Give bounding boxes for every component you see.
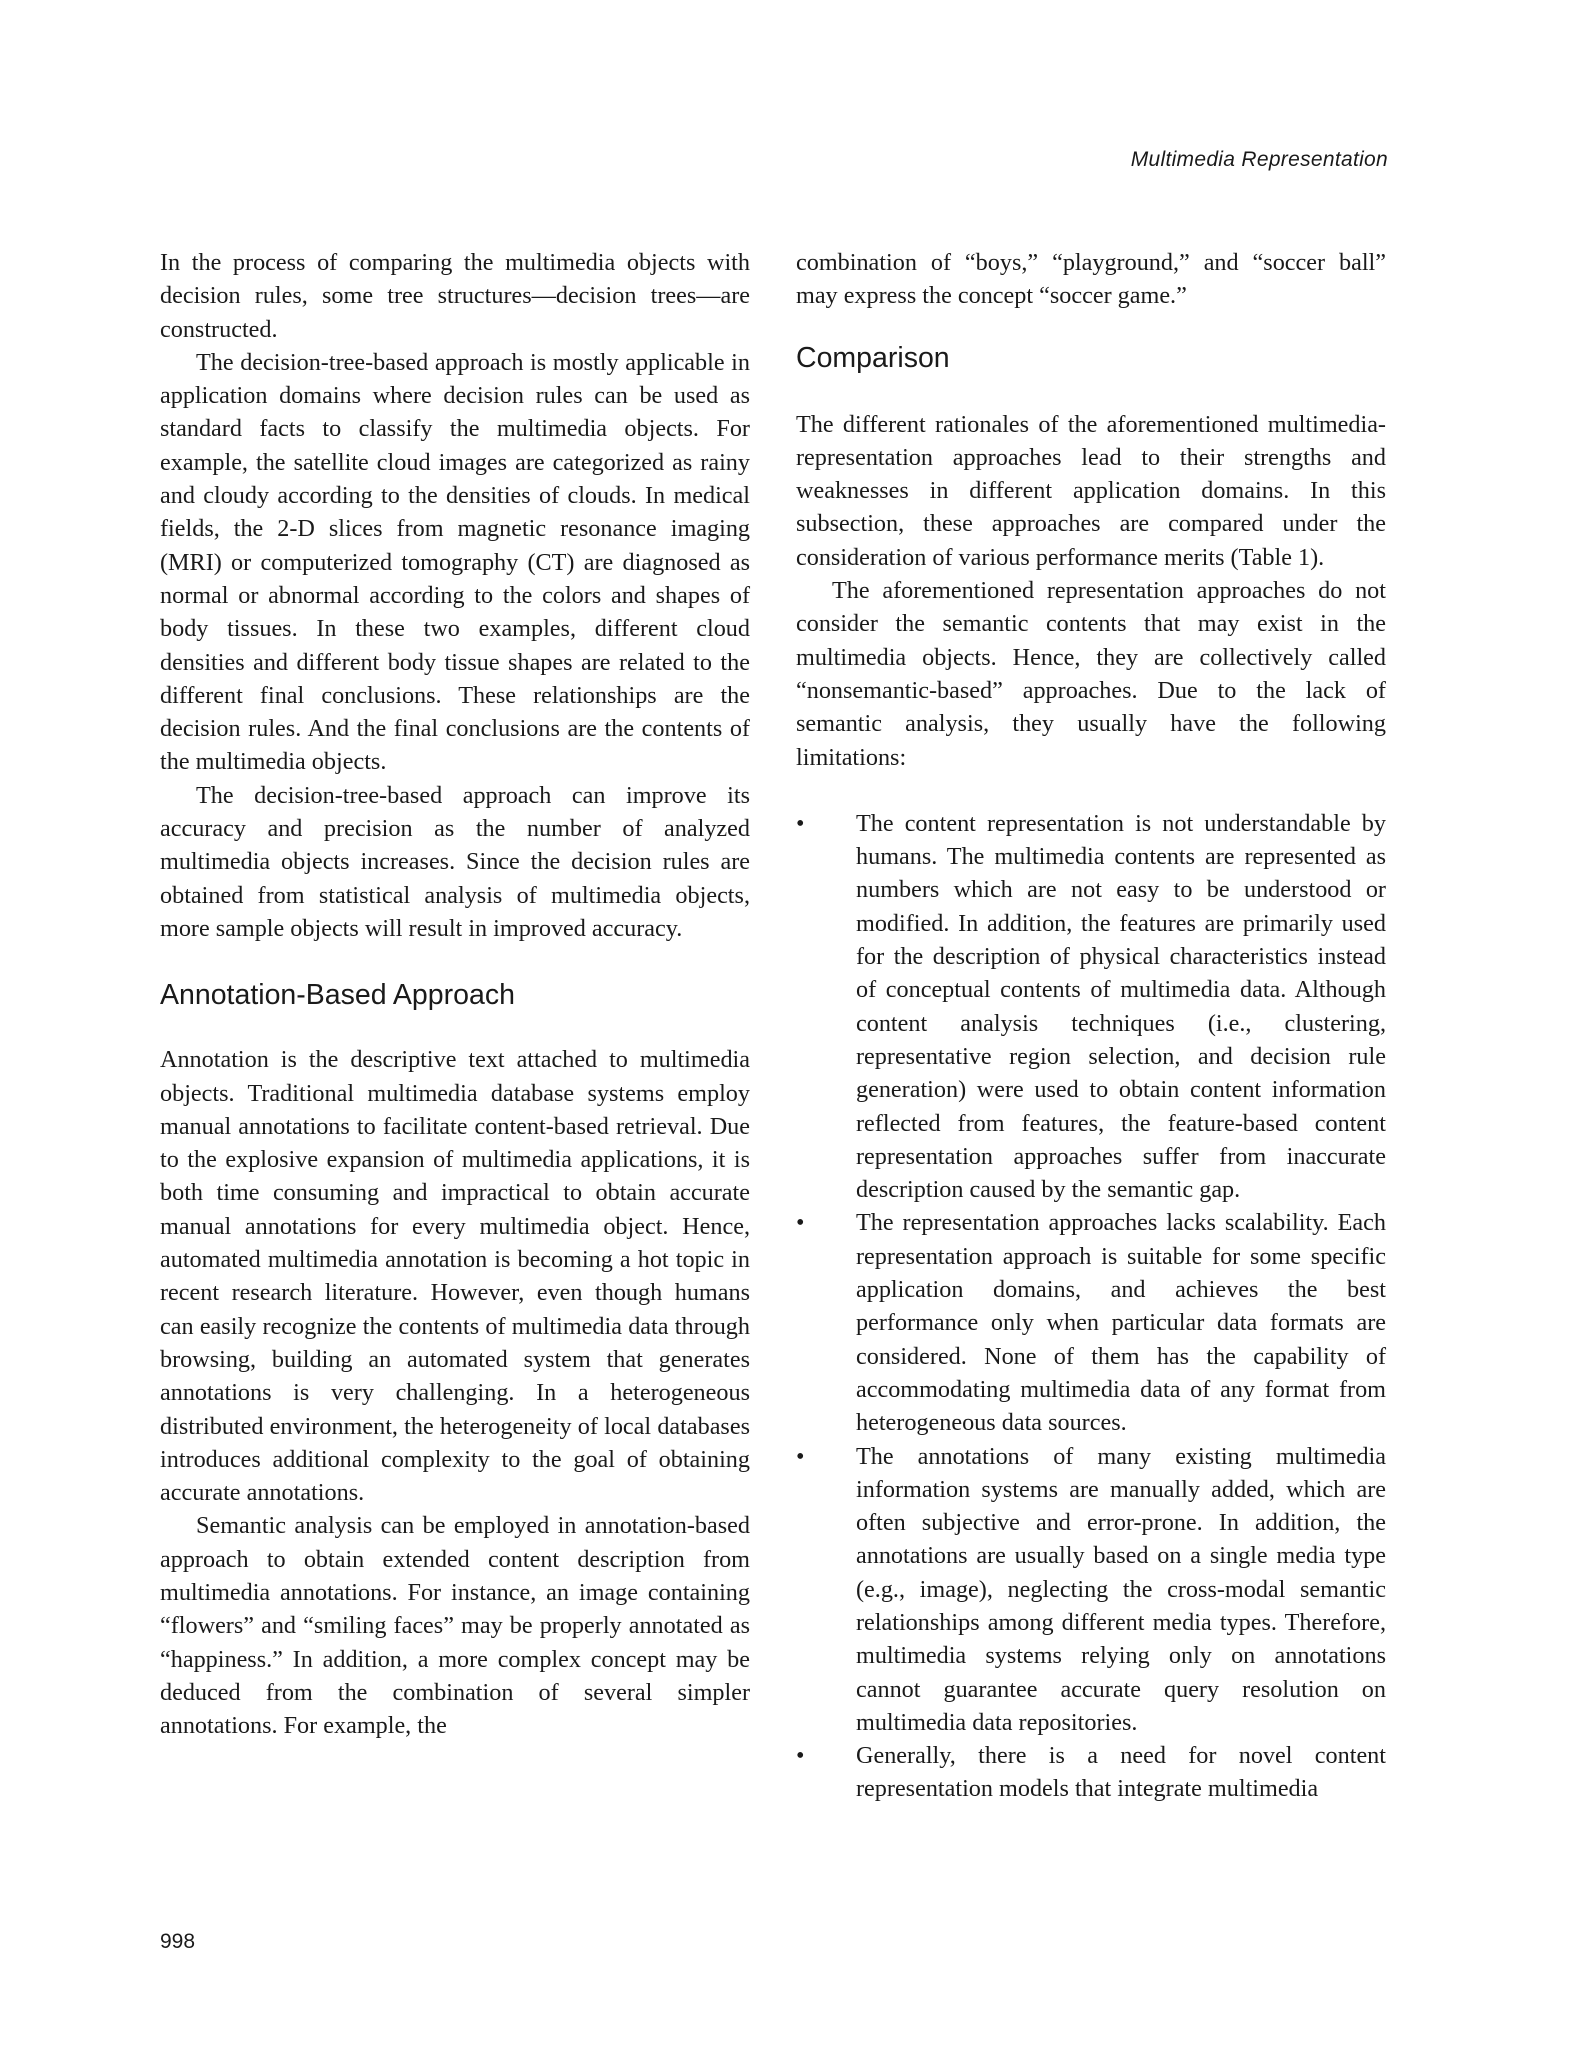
bullet-marker: • [796, 1209, 805, 1237]
paragraph: combination of “boys,” “playground,” and “soccer ball” may express the concept “soccer game.” [796, 249, 1386, 310]
paragraph: The different rationales of the aforementioned multimedia-representation approaches lead to their strengths and weaknesses in different application domains. In this subsection, these approaches are compared under the consideration of various performance merits (Table 1). [796, 410, 1386, 571]
list-item [796, 1206, 1386, 1439]
left-column [160, 246, 750, 1742]
running-head-title: Multimedia Representation [1130, 148, 1388, 171]
bullet-marker: • [796, 1442, 805, 1470]
list-item [796, 1440, 1386, 1740]
paragraph: In the process of comparing the multimedia objects with decision rules, some tree structures—decision trees—are constructed. [160, 249, 750, 343]
page-number: 998 [160, 1930, 196, 1953]
list-item-text: The representation approaches lacks scalability. Each representation approach is suitable for some specific application domains, and achieves the best performance only when particular data formats are considered. None of them has the capability of accommodating multimedia data of any format from heterogeneous data sources. [856, 1209, 1386, 1437]
list-item-text: The annotations of many existing multimedia information systems are manually added, which are often subjective and error-prone. In addition, the annotations are usually based on a single media type (e.g., image), neglecting the cross-modal semantic relationships among different media types. Therefore, multimedia systems relying only on annotations cannot guarantee accurate query resolution on multimedia data repositories. [856, 1442, 1386, 1736]
list-item [796, 1739, 1386, 1806]
right-column [796, 246, 1386, 1806]
paragraph: Annotation is the descriptive text attached to multimedia objects. Traditional multimedia database systems employ manual annotations to facilitate content-based retrieval. Due to the explosive expansion of multimedia applications, it is both time consuming and impractical to obtain accurate manual annotations for every multimedia object. Hence, automated multimedia annotation is becoming a hot topic in recent research literature. However, even though humans can easily recognize the contents of multimedia data through browsing, building an automated system that generates annotations is very challenging. In a heterogeneous distributed environment, the heterogeneity of local databases introduces additional complexity to the goal of obtaining accurate annotations. [160, 1046, 750, 1507]
section-heading-annotation: Annotation-Based Approach [160, 979, 515, 1012]
list-item [796, 807, 1386, 1207]
paragraph: The decision-tree-based approach is mostly applicable in application domains where decision rules can be used as standard facts to classify the multimedia objects. For example, the satellite cloud images are categorized as rainy and cloudy according to the densities of clouds. In medical fields, the 2-D slices from magnetic resonance imaging (MRI) or computerized tomography (CT) are diagnosed as normal or abnormal according to the colors and shapes of body tissues. In these two examples, different cloud densities and different body tissue shapes are related to the different final conclusions. These relationships are the decision rules. And the final conclusions are the contents of the multimedia objects. [160, 348, 750, 776]
paragraph: Semantic analysis can be employed in annotation-based approach to obtain extended content description from multimedia annotations. For instance, an image containing “flowers” and “smiling faces” may be properly annotated as “happiness.” In addition, a more complex concept may be deduced from the combination of several simpler annotations. For example, the [160, 1512, 750, 1740]
bullet-marker: • [796, 1742, 805, 1770]
list-item-text: The content representation is not understandable by humans. The multimedia contents are represented as numbers which are not easy to be understood or modified. In addition, the features are primarily used for the description of physical characteristics instead of conceptual contents of multimedia data. Although content analysis techniques (i.e., clustering, representative region selection, and decision rule generation) were used to obtain content information reflected from features, the feature-based content representation approaches suffer from inaccurate description caused by the semantic gap. [856, 809, 1386, 1204]
limitations-list [796, 807, 1386, 1806]
paragraph: The aforementioned representation approaches do not consider the semantic contents that may exist in the multimedia objects. Hence, they are collectively called “nonsemantic-based” approaches. Due to the lack of semantic analysis, they usually have the following limitations: [796, 577, 1386, 771]
list-item-text: Generally, there is a need for novel content representation models that integrate multimedia [856, 1742, 1386, 1803]
section-heading-comparison: Comparison [796, 341, 950, 374]
paragraph: The decision-tree-based approach can improve its accuracy and precision as the number of analyzed multimedia objects increases. Since the decision rules are obtained from statistical analysis of multimedia objects, more sample objects will result in improved accuracy. [160, 781, 750, 942]
bullet-marker: • [796, 809, 805, 837]
